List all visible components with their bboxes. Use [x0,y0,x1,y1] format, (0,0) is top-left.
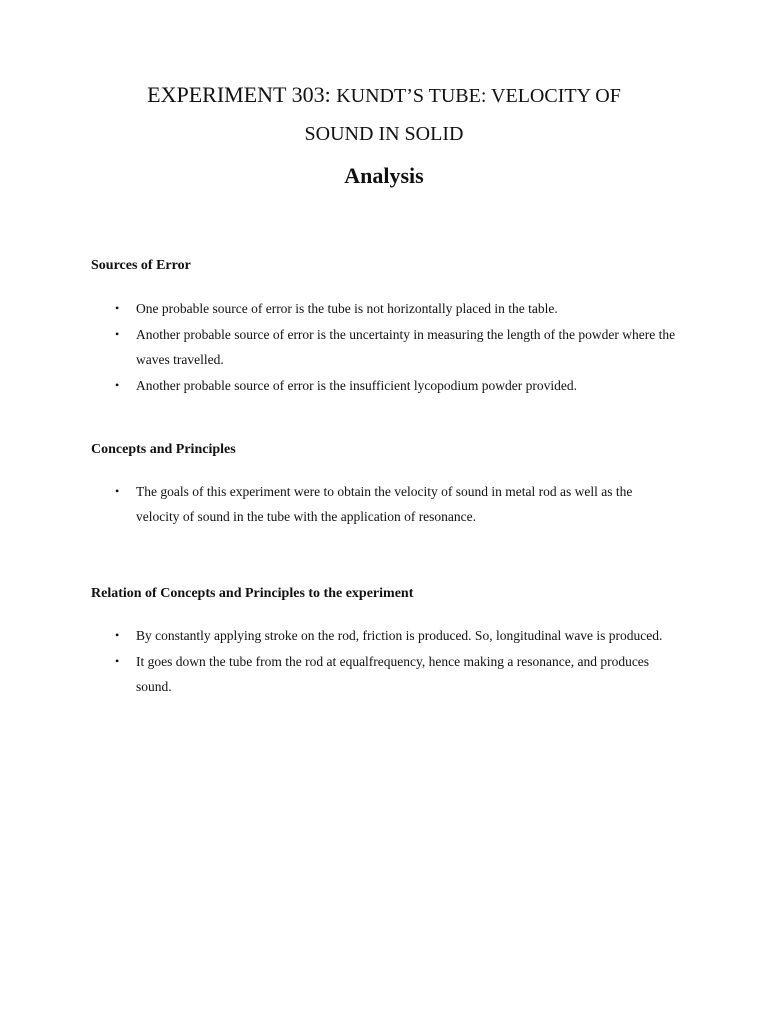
bullet-icon: • [115,378,120,392]
heading-sources-of-error: Sources of Error [91,258,191,273]
list-item [0,296,768,321]
relation-to-experiment-list [0,623,768,700]
title-experiment-number: EXPERIMENT 303: [147,82,337,107]
title-analysis: Analysis [344,163,424,188]
heading-concepts-and-principles: Concepts and Principles [91,442,236,457]
concepts-and-principles-list [0,479,768,530]
list-item-text: The goals of this experiment were to obtain the velocity of sound in metal rod as well as the velocity of sound in the tube with the application of resonance. [136,484,633,524]
heading-relation-to-experiment: Relation of Concepts and Principles to the experiment [91,586,414,601]
list-item-text: Another probable source of error is the uncertainty in measuring the length of the powder where the waves travelled. [136,327,676,367]
bullet-icon: • [115,654,120,668]
list-item-text: One probable source of error is the tube is not horizontally placed in the table. [136,301,558,316]
list-item-text: By constantly applying stroke on the rod, friction is produced. So, longitudinal wave is produced. [136,628,663,643]
list-item-text: It goes down the tube from the rod at equalfrequency, hence making a resonance, and produces sound. [136,654,650,694]
list-item [0,623,768,648]
title-experiment-name: KUNDT’S TUBE: VELOCITY OF [336,85,621,107]
title-line-1 [0,82,768,108]
list-item [0,649,768,699]
bullet-icon: • [115,301,120,315]
bullet-icon: • [115,628,120,642]
bullet-icon: • [115,484,120,498]
list-item [0,322,768,372]
list-item [0,479,768,529]
title-line-2: SOUND IN SOLID [304,123,464,145]
list-item [0,373,768,398]
bullet-icon: • [115,327,120,341]
list-item-text: Another probable source of error is the insufficient lycopodium powder provided. [136,378,578,393]
sources-of-error-list [0,296,768,399]
